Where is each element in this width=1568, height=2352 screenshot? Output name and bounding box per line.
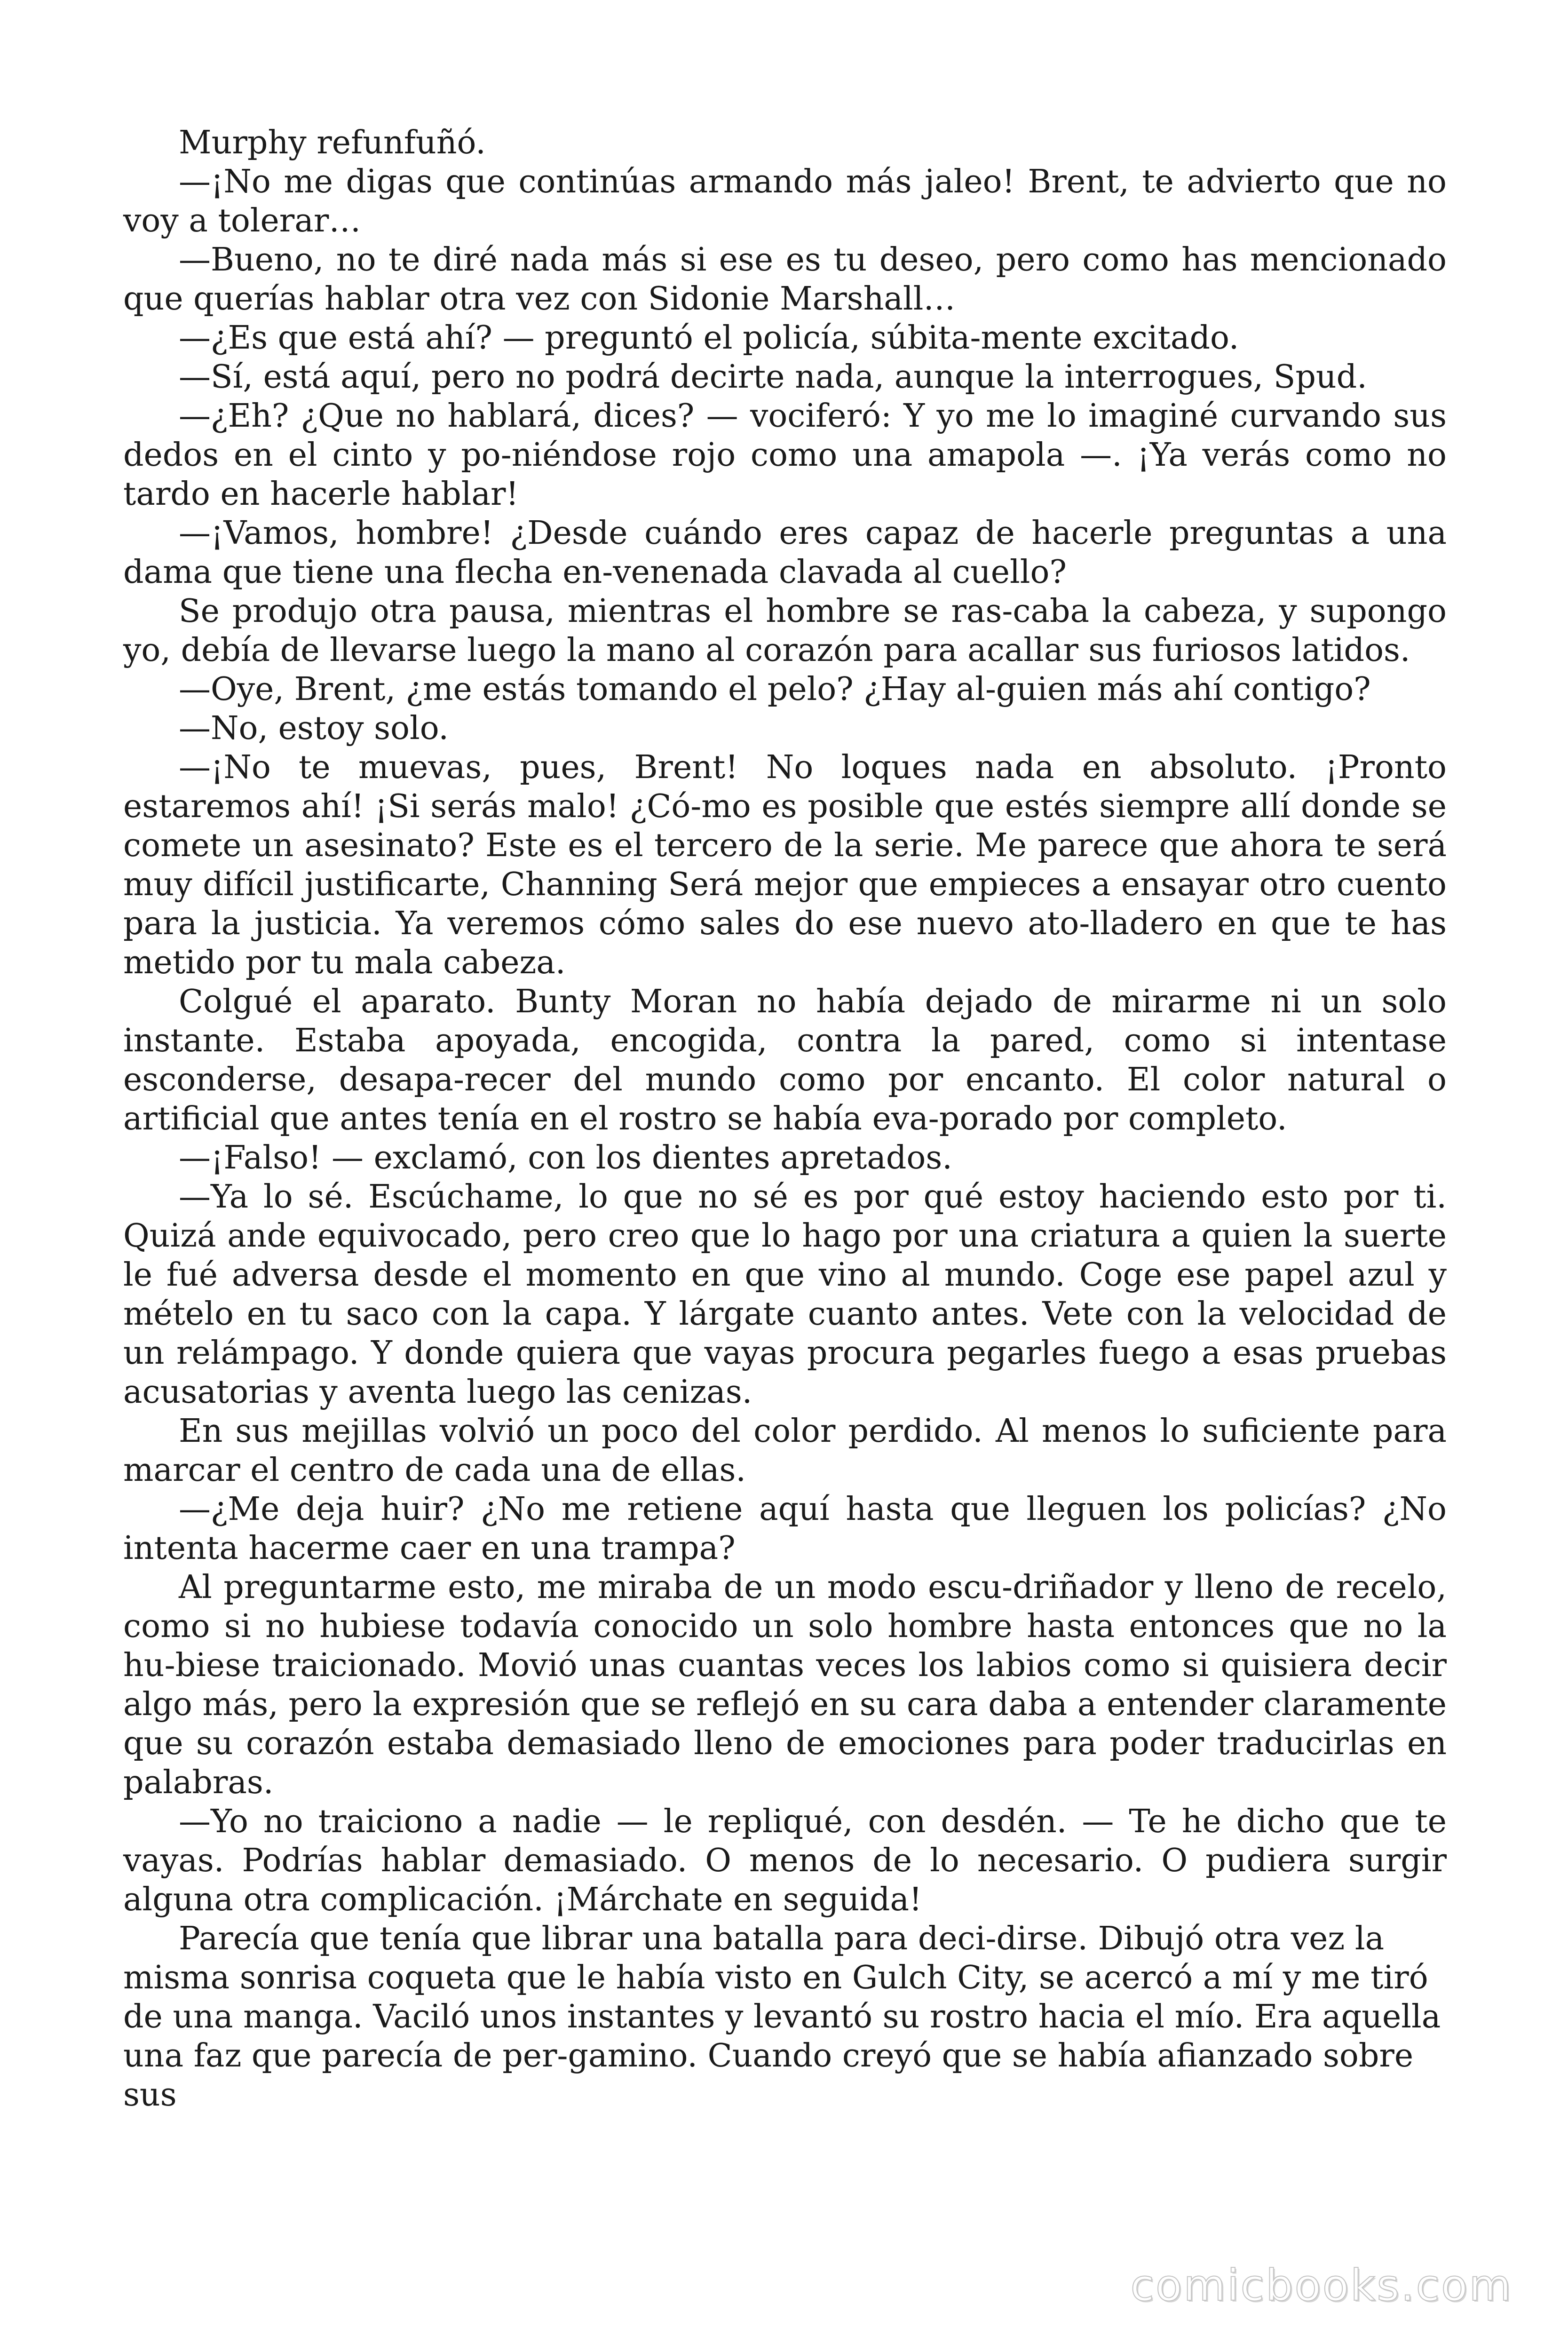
paragraph: —Sí, está aquí, pero no podrá decirte nada, aunque la interrogues, Spud. [179, 358, 1367, 396]
paragraph: Murphy refunfuñó. [179, 124, 486, 161]
watermark-logo: comicbooks.com [1130, 2260, 1513, 2311]
paragraph: —Yo no traiciono a nadie — le repliqué, con desdén. — Te he dicho que te vayas. Podrías hablar demasiado. O menos de lo necesario. O pudiera surgir alguna otra complicación. ¡Márchate en seguida! [123, 1803, 1447, 1918]
paragraph: —Oye, Brent, ¿me estás tomando el pelo? ¿Hay al-guien más ahí contigo? [179, 671, 1371, 708]
paragraph: Al preguntarme esto, me miraba de un modo escu-driñador y lleno de recelo, como si no hubiese todavía conocido un solo hombre hasta entonces que no la hu-biese traicionado. Movió unas cuantas veces los labios como si quisiera decir algo más, pero la expresión que se reflejó en su cara daba a entender claramente que su corazón estaba demasiado lleno de emociones para poder traducirlas en palabras. [123, 1569, 1447, 1801]
paragraph: —¡Falso! — exclamó, con los dientes apretados. [179, 1139, 952, 1176]
paragraph: —¿Eh? ¿Que no hablará, dices? — vociferó: Y yo me lo imaginé curvando sus dedos en el cinto y po-niéndose rojo como una amapola —. ¡Ya verás como no tardo en hacerle hablar! [123, 397, 1447, 513]
paragraph: Se produjo otra pausa, mientras el hombre se ras-caba la cabeza, y supongo yo, debía de llevarse luego la mano al corazón para acallar sus furiosos latidos. [123, 593, 1447, 669]
paragraph: —¿Es que está ahí? — preguntó el policía, súbita-mente excitado. [179, 319, 1239, 357]
paragraph: —¡Vamos, hombre! ¿Desde cuándo eres capaz de hacerle preguntas a una dama que tiene una flecha en-venenada clavada al cuello? [123, 515, 1447, 591]
paragraph: —Bueno, no te diré nada más si ese es tu deseo, pero como has mencionado que querías hablar otra vez con Sidonie Marshall… [123, 241, 1447, 318]
paragraph: —Ya lo sé. Escúchame, lo que no sé es por qué estoy haciendo esto por ti. Quizá ande equivocado, pero creo que lo hago por una criatura a quien la suerte le fué adversa desde el momento en que vino al mundo. Coge ese papel azul y mételo en tu saco con la capa. Y lárgate cuanto antes. Vete con la velocidad de un relámpago. Y donde quiera que vayas procura pegarles fuego a esas pruebas acusatorias y aventa luego las cenizas. [123, 1178, 1447, 1411]
paragraph: —¡No me digas que continúas armando más jaleo! Brent, te advierto que no voy a tolerar… [123, 163, 1447, 239]
page-body [123, 123, 1447, 2114]
paragraph: Colgué el aparato. Bunty Moran no había dejado de mirarme ni un solo instante. Estaba apoyada, encogida, contra la pared, como si intentase esconderse, desapa-recer del mundo como por encanto. El color natural o artificial que antes tenía en el rostro se había eva-porado por completo. [123, 983, 1447, 1137]
paragraph: En sus mejillas volvió un poco del color perdido. Al menos lo suficiente para marcar el centro de cada una de ellas. [123, 1413, 1447, 1489]
paragraph: —No, estoy solo. [179, 710, 449, 747]
paragraph: —¡No te muevas, pues, Brent! No loques nada en absoluto. ¡Pronto estaremos ahí! ¡Si serás malo! ¿Có-mo es posible que estés siempre allí donde se comete un asesinato? Este es el tercero de la serie. Me parece que ahora te será muy difícil justificarte, Channing Será mejor que empieces a ensayar otro cuento para la justicia. Ya veremos cómo sales do ese nuevo ato-lladero en que te has metido por tu mala cabeza. [123, 749, 1447, 981]
paragraph: —¿Me deja huir? ¿No me retiene aquí hasta que lleguen los policías? ¿No intenta hacerme caer en una trampa? [123, 1491, 1447, 1567]
paragraph: Parecía que tenía que librar una batalla para deci-dirse. Dibujó otra vez la misma sonrisa coqueta que le había visto en Gulch City, se acercó a mí y me tiró de una manga. Vaciló unos instantes y levantó su rostro hacia el mío. Era aquella una faz que parecía de per-gamino. Cuando creyó que se había afianzado sobre sus [123, 1920, 1441, 2114]
